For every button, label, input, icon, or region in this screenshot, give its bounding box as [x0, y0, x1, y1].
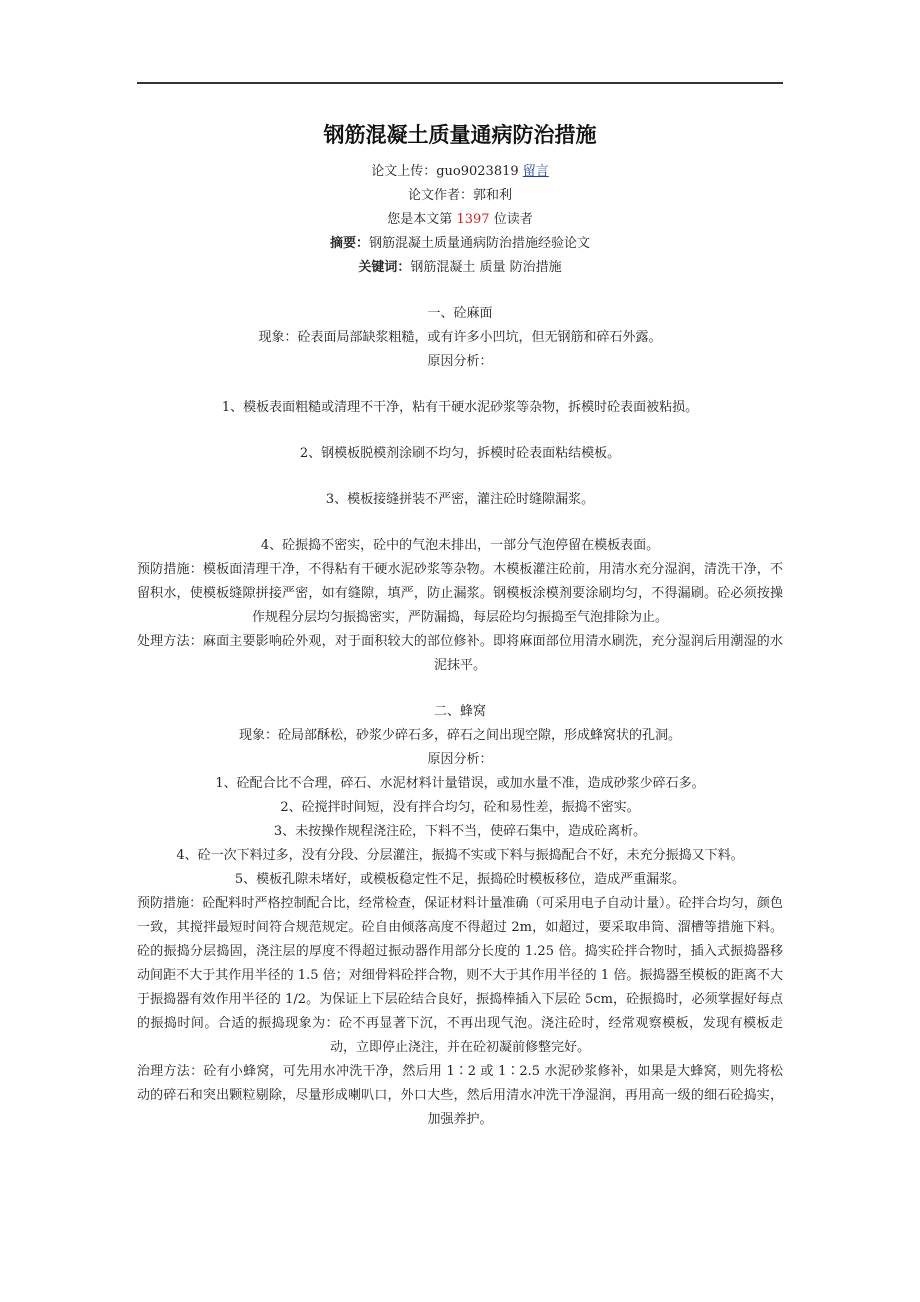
- cause-item: 3、模板接缝拼装不严密，灌注砼时缝隙漏浆。: [325, 492, 595, 507]
- article-meta: [137, 160, 783, 280]
- keywords-text: 钢筋混凝土 质量 防治措施: [410, 260, 562, 275]
- cause-item: 1、模板表面粗糙或清理不干净，粘有干硬水泥砂浆等杂物，拆模时砼表面被粘损。: [221, 400, 699, 415]
- section-mamian: [137, 302, 783, 678]
- abstract-text: 钢筋混凝土质量通病防治措施经验论文: [369, 236, 591, 251]
- abstract-label: 摘要：: [329, 236, 369, 251]
- section-heading: 一、砼麻面: [427, 306, 493, 321]
- reader-suffix: 位读者: [493, 212, 533, 227]
- cause-item: 1、砼配合比不合理，碎石、水泥材料计量错误，或加水量不准，造成砂浆少碎石多。: [215, 776, 705, 791]
- page-title: 钢筋混凝土质量通病防治措施: [323, 122, 597, 147]
- keywords-label: 关键词：: [358, 260, 411, 275]
- cause-item: 3、未按操作规程浇注砼，下料不当，使碎石集中，造成砼离析。: [273, 824, 647, 839]
- section-heading: 二、蜂窝: [433, 704, 486, 719]
- cause-item: 2、砼搅拌时间短，没有拌合均匀，砼和易性差，振捣不密实。: [280, 800, 640, 815]
- prevention-text: 预防措施：砼配料时严格控制配合比，经常检查，保证材料计量准确（可采用电子自动计量）。砼拌合均匀，颜色一致，其搅拌最短时间符合规范规定。砼自由倾落高度不得超过 2m，如超过，要采取串筒、溜槽等措施下料。砼的振捣分层捣固，浇注层的厚度不得超过振动器作用部分长度的 1.25 倍。捣实砼拌合物时，插入式振捣器移动间距不大于其作用半径的 1.5 倍；对细骨料砼拌合物，则不大于其作用半径的 1 倍。振捣器至模板的距离不大于振捣器有效作用半径的 1/2。为保证上下层砼结合良好，振捣棒插入下层砼 5cm，砼振捣时，必须掌握好每点的振捣时间。合适的振捣现象为：砼不再显著下沉，不再出现气泡。浇注砼时，经常观察模板，发现有模板走动，立即停止浇注，并在砼初凝前修整完好。: [137, 896, 783, 1055]
- cause-title: 原因分析：: [427, 752, 493, 767]
- author-name: 郭和利: [473, 188, 513, 203]
- upload-label: 论文上传：: [371, 164, 437, 179]
- phenomenon-text: 现象：砼表面局部缺浆粗糙，或有许多小凹坑，但无钢筋和碎石外露。: [258, 330, 662, 345]
- treatment-text: 治理方法：砼有小蜂窝，可先用水冲洗干净，然后用 1∶2 或 1∶2.5 水泥砂浆修补，如果是大蜂窝，则先将松动的碎石和突出颗粒剔除，尽量形成喇叭口，外口大些，然后用清水冲洗干净湿润，再用高一级的细石砼捣实，加强养护。: [137, 1064, 783, 1127]
- cause-item: 2、钢模板脱模剂涂刷不均匀，拆模时砼表面粘结模板。: [299, 446, 621, 461]
- header-rule: [137, 82, 783, 84]
- uploader-name: guo9023819: [436, 164, 519, 179]
- cause-item: 4、砼一次下料过多，没有分段、分层灌注，振捣不实或下料与振捣配合不好，未充分振捣又下料。: [176, 848, 744, 863]
- upload-line: [137, 160, 783, 184]
- cause-item: 5、模板孔隙未堵好，或模板稳定性不足，振捣砼时模板移位，造成严重漏浆。: [234, 872, 686, 887]
- abstract-line: [137, 232, 783, 256]
- section-fengwo: [137, 700, 783, 1132]
- reader-prefix: 您是本文第: [387, 212, 453, 227]
- article: [137, 118, 783, 1132]
- phenomenon-text: 现象：砼局部酥松，砂浆少碎石多，碎石之间出现空隙，形成蜂窝状的孔洞。: [238, 728, 681, 743]
- keywords-line: [137, 256, 783, 280]
- reader-count: 1397: [456, 212, 490, 227]
- cause-title: 原因分析：: [427, 354, 493, 369]
- author-label: 论文作者：: [407, 188, 473, 203]
- cause-item: 4、砼振捣不密实，砼中的气泡未排出，一部分气泡停留在模板表面。: [260, 538, 660, 553]
- prevention-text: 预防措施：模板面清理干净，不得粘有干硬水泥砂浆等杂物。木模板灌注砼前，用清水充分湿润，清洗干净，不留积水，使模板缝隙拼接严密，如有缝隙，填严，防止漏浆。钢模板涂模剂要涂刷均匀，不得漏刷。砼必须按操作规程分层均匀振捣密实，严防漏捣，每层砼均匀振捣至气泡排除为止。: [137, 562, 783, 625]
- comment-link[interactable]: 留言: [522, 164, 549, 179]
- reader-count-line: [137, 208, 783, 232]
- author-line: [137, 184, 783, 208]
- treatment-text: 处理方法：麻面主要影响砼外观，对于面积较大的部位修补。即将麻面部位用清水刷洗，充分湿润后用潮湿的水泥抹平。: [137, 634, 783, 673]
